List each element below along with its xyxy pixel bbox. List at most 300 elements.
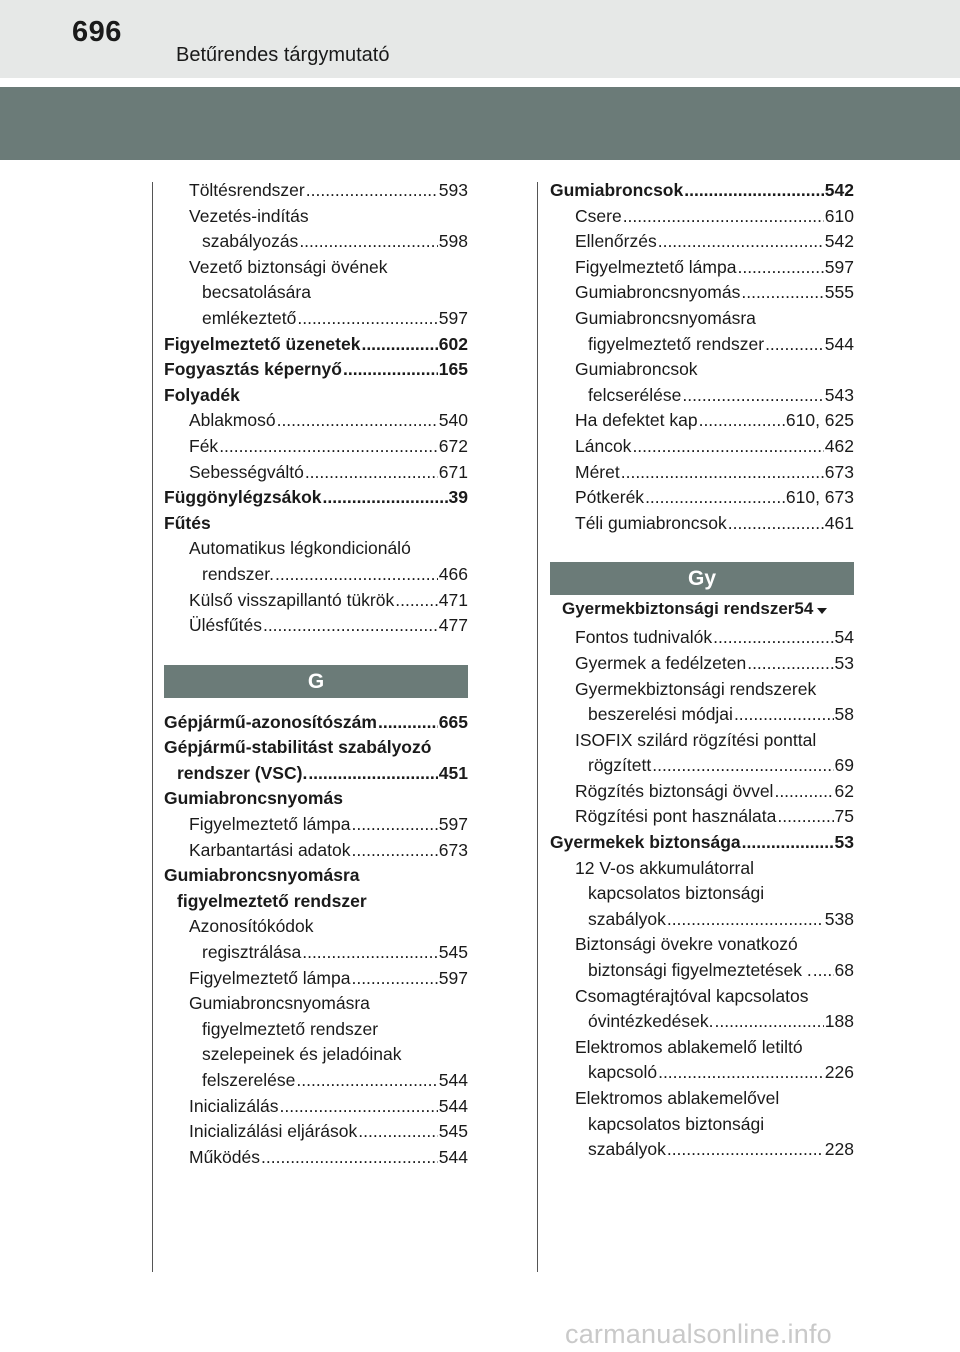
index-entry: [550, 255, 854, 281]
index-entry: [164, 383, 468, 409]
entry-line: [164, 255, 468, 281]
page-ref: 544: [824, 333, 854, 354]
entry-text: Gépjármű-azonosítószám: [164, 711, 377, 732]
index-entry: [550, 625, 854, 651]
dot-leader: [715, 1009, 824, 1035]
entry-line-with-page: [164, 761, 468, 787]
entry-text: becsatolására: [202, 282, 311, 303]
entry-text: Ellenőrzés: [575, 231, 657, 252]
dot-leader: [658, 1060, 824, 1086]
entry-text: Gumiabroncsnyomásra: [189, 993, 370, 1014]
index-entry: [164, 966, 468, 992]
entry-text: Külső visszapillantó tükrök: [189, 589, 395, 610]
page-ref: 597: [438, 307, 468, 328]
index-entry: [550, 984, 854, 1035]
entry-line-with-page: [164, 838, 468, 864]
entry-group-g: [164, 710, 468, 1171]
entry-line-with-page: [164, 332, 468, 358]
entry-line-with-page: [164, 306, 468, 332]
dot-leader: [699, 408, 785, 434]
index-entry: [550, 178, 854, 204]
entry-text: Gumiabroncsok: [575, 359, 698, 380]
dot-leader: [263, 613, 438, 639]
dot-leader: [645, 485, 785, 511]
page-ref: 477: [438, 615, 468, 636]
entry-line: [550, 856, 854, 882]
entry-text: Figyelmeztető üzenetek: [164, 333, 361, 354]
entry-text: Ülésfűtés: [189, 615, 262, 636]
index-entry: [550, 280, 854, 306]
index-entry: [164, 838, 468, 864]
index-entry: [164, 408, 468, 434]
dot-leader: [813, 958, 834, 984]
entry-line: [164, 735, 468, 761]
top-band: [0, 0, 960, 78]
entry-text: Azonosítókódok: [189, 916, 314, 937]
page-ref: 555: [824, 282, 854, 303]
dot-leader: [352, 838, 438, 864]
dot-leader: [777, 804, 833, 830]
page-ref: 226: [824, 1062, 854, 1083]
index-entry: [550, 204, 854, 230]
page-ref: 671: [438, 461, 468, 482]
entry-line-with-page: [550, 434, 854, 460]
index-entry: [164, 991, 468, 1093]
entry-line-with-page: [164, 588, 468, 614]
entry-line: [164, 786, 468, 812]
index-entry: [550, 306, 854, 357]
entry-text: figyelmeztető rendszer: [588, 333, 765, 354]
entry-text: Gumiabroncsnyomás: [164, 788, 343, 809]
dot-leader: [734, 702, 834, 728]
entry-line-with-page: [164, 434, 468, 460]
entry-line-with-page: [550, 625, 854, 651]
entry-text: Figyelmeztető lámpa: [189, 814, 351, 835]
entry-text: Gyermek a fedélzeten: [575, 652, 747, 673]
entry-text: Vezetés-indítás: [189, 205, 309, 226]
index-entry: [550, 460, 854, 486]
index-entry: [550, 511, 854, 537]
index-entry: [164, 536, 468, 587]
entry-line-with-page: [550, 485, 854, 511]
dot-leader: [623, 204, 824, 230]
entry-text: Téli gumiabroncsok: [575, 512, 727, 533]
column-divider-right: [537, 182, 538, 1272]
entry-text: Fontos tudnivalók: [575, 627, 713, 648]
dot-leader: [765, 332, 824, 358]
entry-text: Gyermekek biztonsága: [550, 832, 741, 853]
dot-leader: [358, 1119, 438, 1145]
page-ref: 610, 673: [785, 487, 854, 508]
page-ref: 540: [438, 410, 468, 431]
entry-text: Inicializálási eljárások: [189, 1121, 358, 1142]
entry-line-with-page: [164, 1145, 468, 1171]
index-entry: [550, 651, 854, 677]
dot-leader: [737, 255, 823, 281]
index-entry: [164, 178, 468, 204]
entry-line-with-page: [550, 1009, 854, 1035]
entry-line-with-page: [164, 460, 468, 486]
entry-text: Gumiabroncsnyomásra: [575, 307, 756, 328]
dot-leader: [305, 460, 438, 486]
dot-leader: [302, 940, 438, 966]
entry-text: Rögzítési pont használata: [575, 806, 777, 827]
entry-line-with-page: [550, 804, 854, 830]
entry-text: Ablakmosó: [189, 410, 276, 431]
sub-heading: [550, 598, 854, 620]
column-divider-left: [152, 182, 153, 1272]
entry-text: Elektromos ablakemelő letiltó: [575, 1036, 803, 1057]
page-ref: 228: [824, 1139, 854, 1160]
page-ref: 593: [438, 180, 468, 200]
page-ref: 165: [438, 359, 468, 380]
dot-leader: [343, 357, 438, 383]
index-entry: [550, 932, 854, 983]
entry-line: [164, 914, 468, 940]
dot-leader: [667, 907, 824, 933]
dot-leader: [297, 306, 437, 332]
entry-line: [164, 1017, 468, 1043]
page-ref: 597: [438, 967, 468, 988]
page-ref: 542: [824, 180, 854, 200]
index-entry: [550, 804, 854, 830]
entry-line: [550, 1086, 854, 1112]
entry-text: regisztrálása: [202, 942, 302, 963]
page-ref: 461: [824, 512, 854, 533]
index-entry: [164, 588, 468, 614]
index-entry: [164, 613, 468, 639]
entry-line-with-page: [164, 562, 468, 588]
index-entry: [164, 710, 468, 736]
page-ref: 544: [438, 1146, 468, 1167]
page-ref: 471: [438, 589, 468, 610]
entry-line-with-page: [164, 613, 468, 639]
entry-text: rögzített: [588, 755, 652, 776]
entry-group-f: [164, 178, 468, 639]
dot-leader: [306, 178, 438, 204]
entry-text: Méret: [575, 461, 620, 482]
entry-text: rendszer.: [202, 563, 274, 584]
index-entry: [550, 779, 854, 805]
entry-text: beszerelési módjai: [588, 704, 733, 725]
page-ref: 545: [438, 1121, 468, 1142]
entry-text: szelepeinek és jeladóinak: [202, 1044, 402, 1065]
index-entry: [550, 229, 854, 255]
index-entry: [164, 863, 468, 914]
dot-leader: [747, 651, 833, 677]
entry-line: [550, 357, 854, 383]
page-ref: 39: [448, 487, 468, 508]
entry-line-with-page: [550, 408, 854, 434]
page-ref: 543: [824, 384, 854, 405]
entry-text: Töltésrendszer: [189, 180, 305, 200]
entry-line: [164, 383, 468, 409]
entry-line: [550, 984, 854, 1010]
index-entry: [164, 434, 468, 460]
entry-text: kapcsoló: [588, 1062, 658, 1083]
entry-text: kapcsolatos biztonsági: [588, 883, 765, 904]
caret-down-icon: [817, 608, 827, 614]
entry-text: figyelmeztető rendszer: [202, 1018, 379, 1039]
entry-text: 12 V-os akkumulátorral: [575, 857, 754, 878]
entry-line-with-page: [550, 178, 854, 204]
dot-leader: [351, 966, 437, 992]
page-ref: 602: [438, 333, 468, 354]
index-entry: [164, 1145, 468, 1171]
entry-text: Fogyasztás képernyő: [164, 359, 342, 380]
entry-text: Gumiabroncsnyomás: [575, 282, 741, 303]
dot-leader: [742, 830, 834, 856]
entry-line: [164, 536, 468, 562]
entry-line: [550, 677, 854, 703]
entry-line-with-page: [550, 702, 854, 728]
entry-text: Karbantartási adatok: [189, 839, 351, 860]
entry-text: Csomagtérajtóval kapcsolatos: [575, 985, 809, 1006]
index-entry: [164, 255, 468, 332]
dot-leader: [296, 1068, 437, 1094]
dot-leader: [667, 1137, 824, 1163]
entry-line-with-page: [550, 204, 854, 230]
dot-leader: [728, 511, 824, 537]
entry-text: Csere: [575, 205, 622, 226]
entry-text: Rögzítés biztonsági övvel: [575, 780, 774, 801]
entry-line-with-page: [164, 1119, 468, 1145]
entry-text: Ha defektet kap: [575, 410, 698, 431]
entry-text: Biztonsági övekre vonatkozó: [575, 934, 798, 955]
index-entry: [164, 332, 468, 358]
entry-text: Vezető biztonsági övének: [189, 256, 388, 277]
index-entry: [164, 735, 468, 786]
page-ref: 597: [438, 814, 468, 835]
entry-text: Figyelmeztető lámpa: [575, 256, 737, 277]
entry-line-with-page: [164, 357, 468, 383]
entry-text: Működés: [189, 1146, 261, 1167]
entry-line: [550, 306, 854, 332]
index-entry: [164, 1119, 468, 1145]
dot-leader: [713, 625, 833, 651]
index-entry: [550, 677, 854, 728]
entry-text: Figyelmeztető lámpa: [189, 967, 351, 988]
dot-leader: [378, 710, 438, 736]
entry-line-with-page: [550, 830, 854, 856]
entry-text: kapcsolatos biztonsági: [588, 1113, 765, 1134]
dot-leader: [682, 383, 823, 409]
page-ref: 598: [438, 231, 468, 252]
index-entry: [164, 812, 468, 838]
page-ref: 544: [438, 1095, 468, 1116]
entry-text: emlékeztető: [202, 307, 297, 328]
index-entry: [550, 856, 854, 933]
entry-line-with-page: [550, 651, 854, 677]
dot-leader: [658, 229, 824, 255]
dot-leader: [323, 485, 448, 511]
index-entry: [164, 786, 468, 812]
page-ref: 466: [438, 563, 468, 584]
index-entry: [164, 204, 468, 255]
entry-line-with-page: [550, 907, 854, 933]
entry-line-with-page: [550, 1060, 854, 1086]
entry-text: felszerelése: [202, 1070, 296, 1090]
dot-leader: [774, 779, 833, 805]
entry-line: [550, 881, 854, 907]
dot-leader: [741, 280, 823, 306]
entry-line: [164, 511, 468, 537]
page-ref: 53: [834, 832, 854, 853]
page-ref: 544: [438, 1070, 468, 1090]
entry-line-with-page: [550, 460, 854, 486]
entry-text: ISOFIX szilárd rögzítési ponttal: [575, 729, 817, 750]
entry-text: Fék: [189, 435, 219, 456]
entry-line-with-page: [550, 332, 854, 358]
dot-leader: [652, 753, 833, 779]
entry-text: Gumiabroncsok: [550, 180, 684, 200]
index-entry: [550, 408, 854, 434]
page-ref: 545: [438, 942, 468, 963]
entry-text: Fűtés: [164, 512, 211, 533]
dot-leader: [219, 434, 438, 460]
entry-line-with-page: [164, 710, 468, 736]
entry-line-with-page: [164, 966, 468, 992]
entry-line-with-page: [550, 280, 854, 306]
entry-line-with-page: [550, 753, 854, 779]
dot-leader: [351, 812, 437, 838]
dot-leader: [299, 229, 437, 255]
page-title: Betűrendes tárgymutató: [176, 44, 390, 66]
entry-text: Gyermekbiztonsági rendszerek: [575, 678, 817, 699]
entry-text: Gumiabroncsnyomásra: [164, 865, 360, 886]
index-entry: [550, 434, 854, 460]
entry-text: szabályok: [588, 908, 666, 929]
entry-line-with-page: [550, 958, 854, 984]
index-entry: [550, 485, 854, 511]
entry-group-gy: [550, 625, 854, 1162]
dot-leader: [275, 562, 438, 588]
page-ref: 672: [438, 435, 468, 456]
entry-line-with-page: [550, 383, 854, 409]
entry-line-with-page: [550, 511, 854, 537]
dot-leader: [261, 1145, 438, 1171]
index-entry: [164, 357, 468, 383]
entry-line-with-page: [164, 812, 468, 838]
entry-line-with-page: [164, 1068, 468, 1094]
index-entry: [550, 1035, 854, 1086]
entry-line-with-page: [164, 1094, 468, 1120]
index-entry: [164, 1094, 468, 1120]
entry-text: Folyadék: [164, 384, 240, 405]
entry-line-with-page: [164, 408, 468, 434]
entry-line: [550, 932, 854, 958]
page-ref: 665: [438, 711, 468, 732]
dot-leader: [361, 332, 437, 358]
index-column-right: [550, 178, 854, 1163]
dot-leader: [684, 178, 824, 204]
page-ref: 610: [824, 205, 854, 226]
page-ref: 462: [824, 435, 854, 456]
dot-leader: [395, 588, 438, 614]
dot-leader: [277, 408, 438, 434]
page-ref: 62: [834, 780, 854, 801]
page-ref: 451: [438, 762, 468, 783]
entry-line-with-page: [164, 178, 468, 204]
entry-text: felcserélése: [588, 384, 682, 405]
entry-text: Elektromos ablakemelővel: [575, 1088, 780, 1108]
entry-line: [164, 991, 468, 1017]
page-ref: 542: [824, 231, 854, 252]
entry-line-with-page: [164, 485, 468, 511]
entry-text: biztonsági figyelmeztetések .: [588, 960, 812, 981]
page-ref: 68: [834, 960, 854, 981]
entry-text: szabályozás: [202, 231, 299, 252]
section-heading-g: G: [164, 665, 468, 698]
index-column-left: [164, 178, 468, 1170]
entry-line: [550, 1112, 854, 1138]
dot-leader: [632, 434, 823, 460]
entry-text: Függönylégzsákok: [164, 487, 322, 508]
page-number: 696: [72, 16, 122, 48]
header-bar: [0, 87, 960, 160]
entry-line: [164, 280, 468, 306]
entry-line: [164, 863, 468, 889]
index-entry: [164, 485, 468, 511]
page-ref: 673: [438, 839, 468, 860]
page-ref: 54: [834, 627, 854, 648]
entry-group-gumiabroncsok: [550, 178, 854, 536]
entry-line-with-page: [164, 229, 468, 255]
page-ref: 538: [824, 908, 854, 929]
page-ref: 58: [834, 704, 854, 725]
index-entry: [164, 460, 468, 486]
page-ref: 53: [834, 652, 854, 673]
entry-text: Pótkerék: [575, 487, 645, 508]
entry-text: Sebességváltó: [189, 461, 304, 482]
index-entry: [550, 728, 854, 779]
entry-text: Láncok: [575, 435, 632, 456]
page-ref: 75: [834, 806, 854, 827]
entry-text: Gépjármű-stabilitást szabályozó: [164, 737, 432, 758]
index-entry: [550, 1086, 854, 1163]
entry-text: szabályok: [588, 1139, 666, 1160]
page-ref: 188: [824, 1011, 854, 1032]
entry-line: [164, 1042, 468, 1068]
entry-line-with-page: [550, 255, 854, 281]
index-entry: [550, 830, 854, 856]
watermark: carmanualsonline.info: [565, 1319, 832, 1349]
section-heading-gy: Gy: [550, 562, 854, 595]
entry-text: Inicializálás: [189, 1095, 279, 1116]
entry-line: [164, 889, 468, 915]
entry-line-with-page: [550, 229, 854, 255]
page-ref: 610, 625: [785, 410, 854, 431]
page-ref: 597: [824, 256, 854, 277]
page-ref: 673: [824, 461, 854, 482]
entry-text: figyelmeztető rendszer: [177, 890, 367, 911]
entry-text: óvintézkedések.: [588, 1011, 714, 1032]
page-ref: 69: [834, 755, 854, 776]
entry-text: rendszer (VSC).: [177, 762, 308, 783]
entry-line-with-page: [550, 1137, 854, 1163]
entry-line: [164, 204, 468, 230]
entry-line-with-page: [550, 779, 854, 805]
index-entry: [164, 914, 468, 965]
dot-leader: [279, 1094, 437, 1120]
index-entry: [164, 511, 468, 537]
entry-line-with-page: [164, 940, 468, 966]
sub-heading-text: Gyermekbiztonsági rendszer54: [562, 599, 814, 619]
dot-leader: [308, 761, 437, 787]
entry-text: Automatikus légkondicionáló: [189, 538, 411, 559]
dot-leader: [621, 460, 824, 486]
entry-line: [550, 728, 854, 754]
